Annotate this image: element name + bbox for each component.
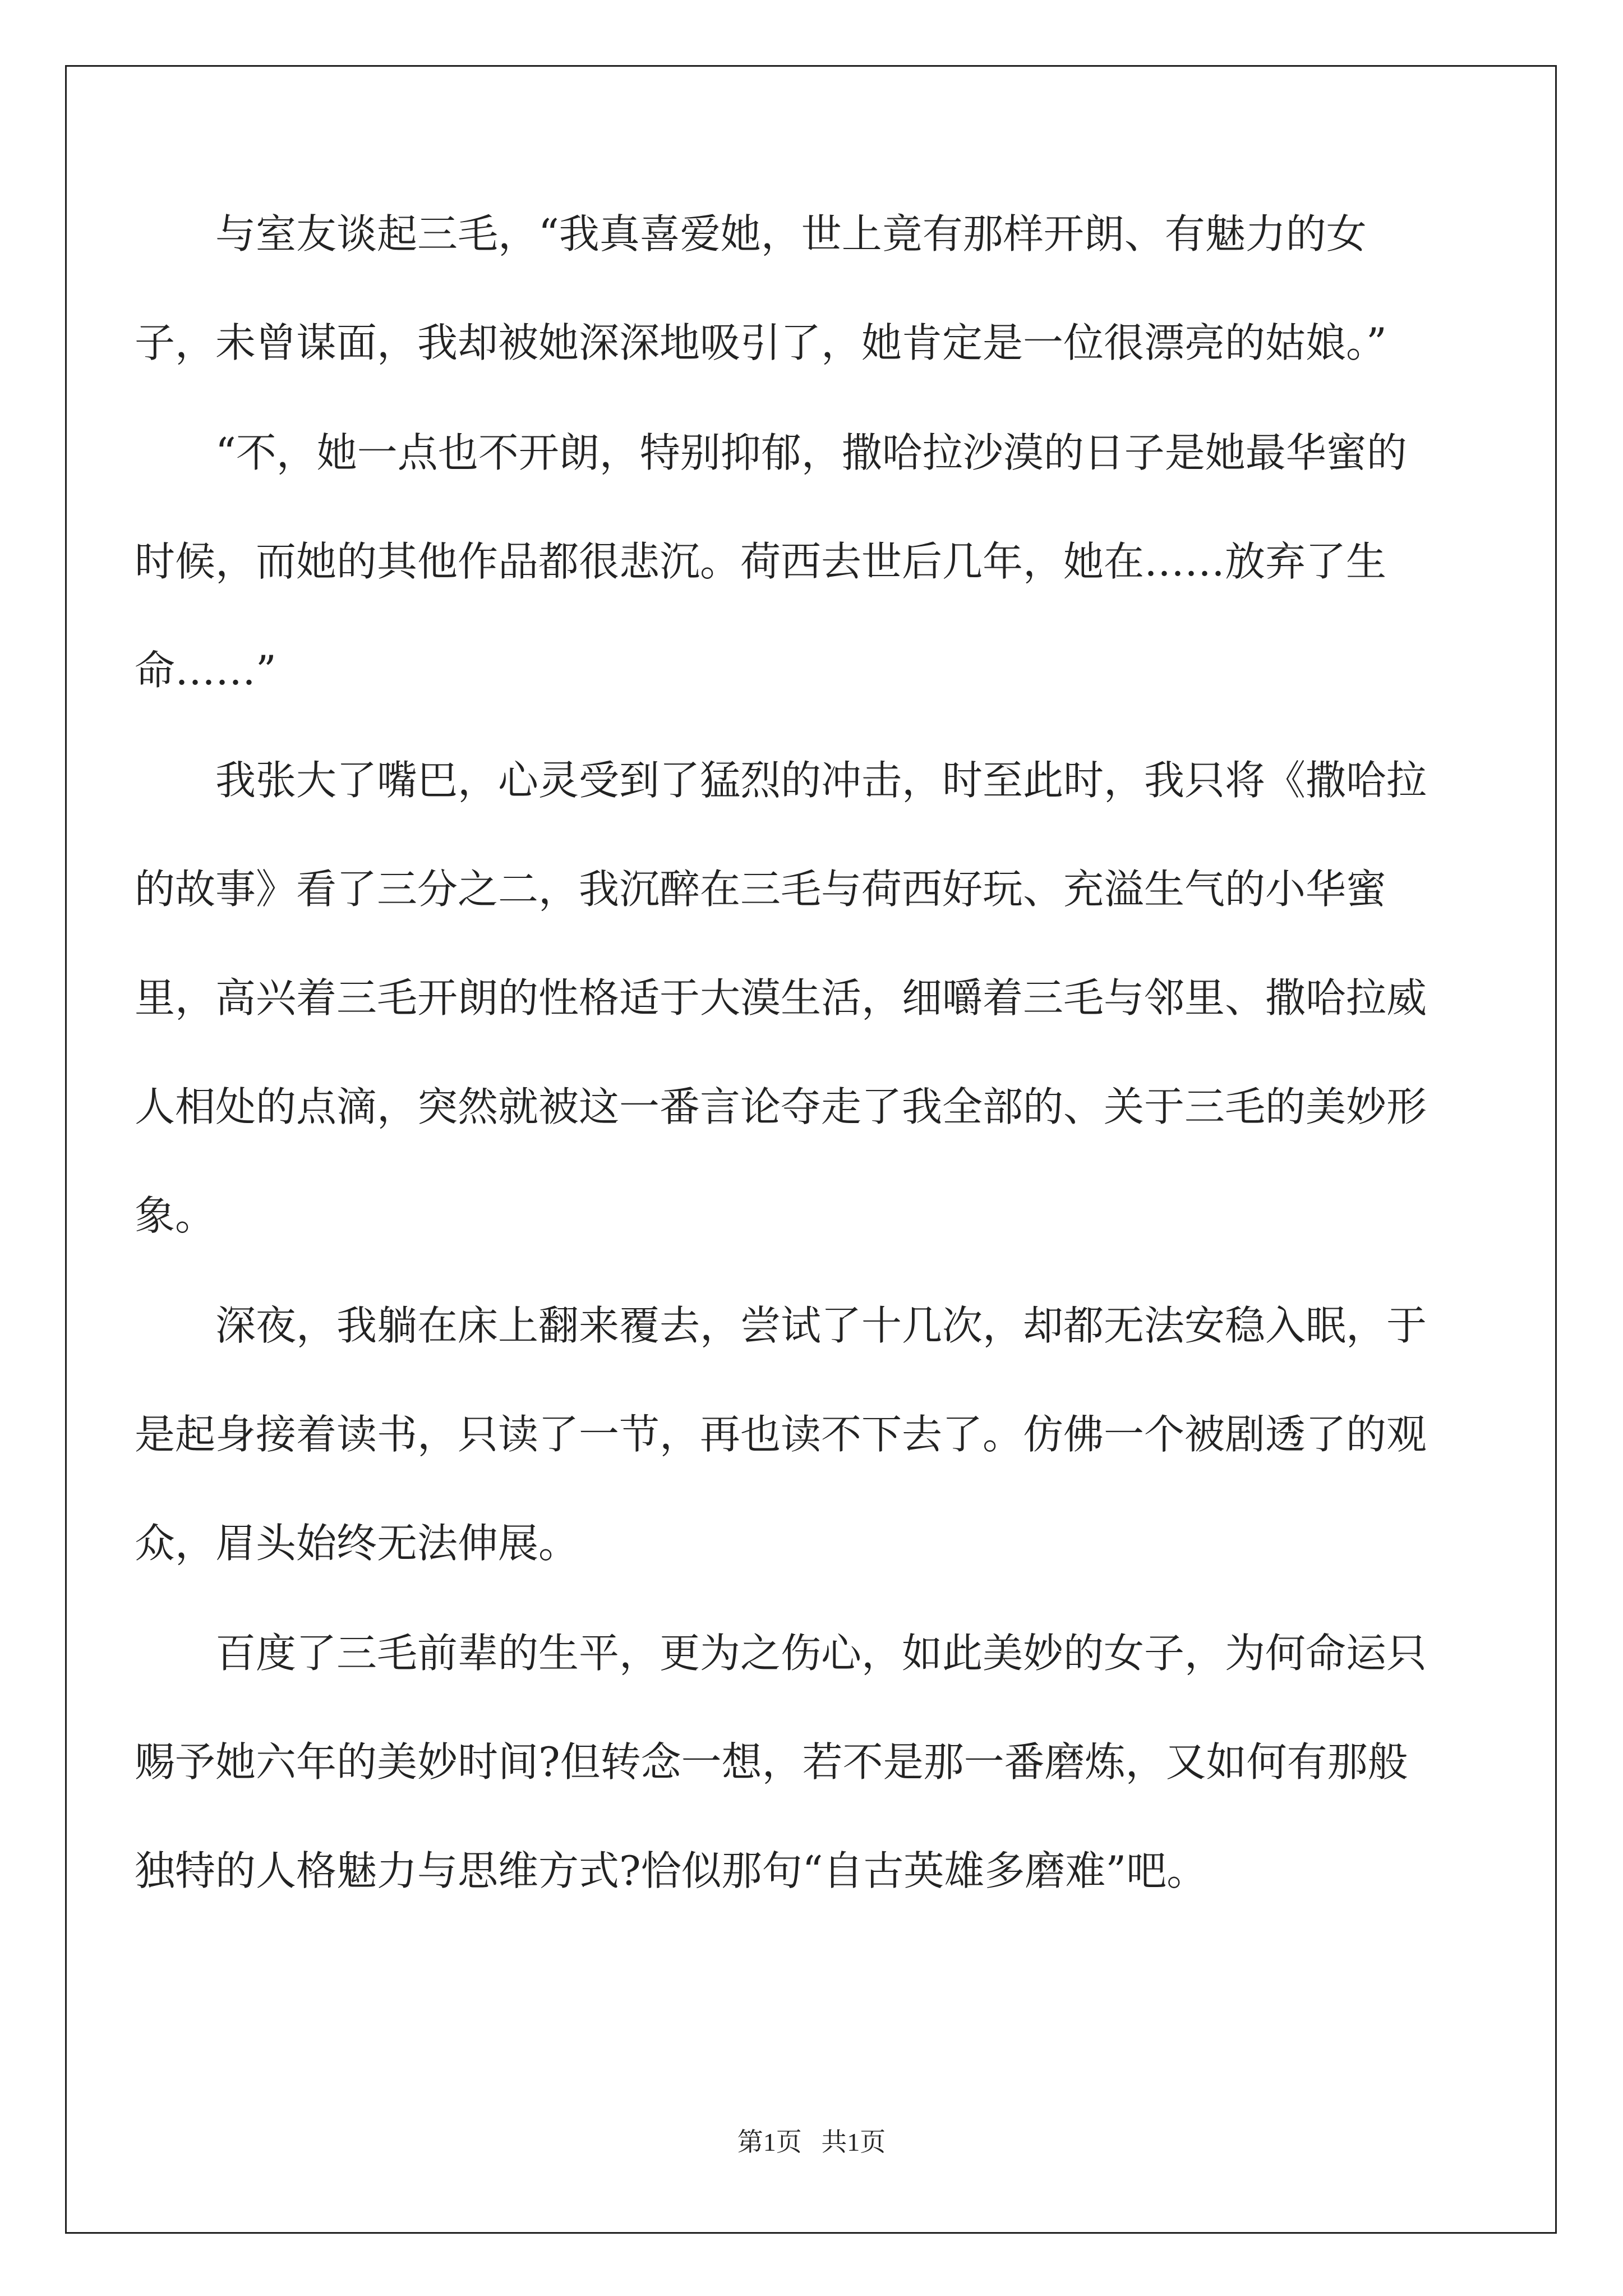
- document-body: [135, 180, 1436, 1926]
- page-footer: [0, 2122, 1623, 2159]
- paragraph-5: 百度了三毛前辈的生平，更为之伤心，如此美妙的女子，为何命运只赐予她六年的美妙时间?但转念一想，若不是那一番磨炼，又如何有那般独特的人格魅力与思维方式?恰似那句“自古英雄多磨难”吧。: [135, 1630, 1427, 1894]
- paragraph-2: “不，她一点也不开朗，特别抑郁，撒哈拉沙漠的日子是她最华蜜的时候，而她的其他作品都很悲沉。荷西去世后几年，她在……放弃了生命……”: [135, 429, 1407, 694]
- page-total: 共1页: [821, 2128, 886, 2156]
- paragraph-3: 我张大了嘴巴，心灵受到了猛烈的冲击，时至此时，我只将《撒哈拉的故事》看了三分之二，我沉醉在三毛与荷西好玩、充溢生气的小华蜜里，高兴着三毛开朗的性格适于大漠生活，细嚼着三毛与邻里、撒哈拉威人相处的点滴，突然就被这一番言论夺走了我全部的、关于三毛的美妙形象。: [135, 757, 1427, 1239]
- paragraph-1: 与室友谈起三毛，“我真喜爱她，世上竟有那样开朗、有魅力的女子，未曾谋面，我却被她深深地吸引了，她肯定是一位很漂亮的姑娘。”: [135, 210, 1387, 366]
- paragraph-4: 深夜，我躺在床上翻来覆去，尝试了十几次，却都无法安稳入眠，于是起身接着读书，只读了一节，再也读不下去了。仿佛一个被剧透了的观众，眉头始终无法伸展。: [135, 1302, 1427, 1567]
- page-number: 第1页: [737, 2128, 802, 2156]
